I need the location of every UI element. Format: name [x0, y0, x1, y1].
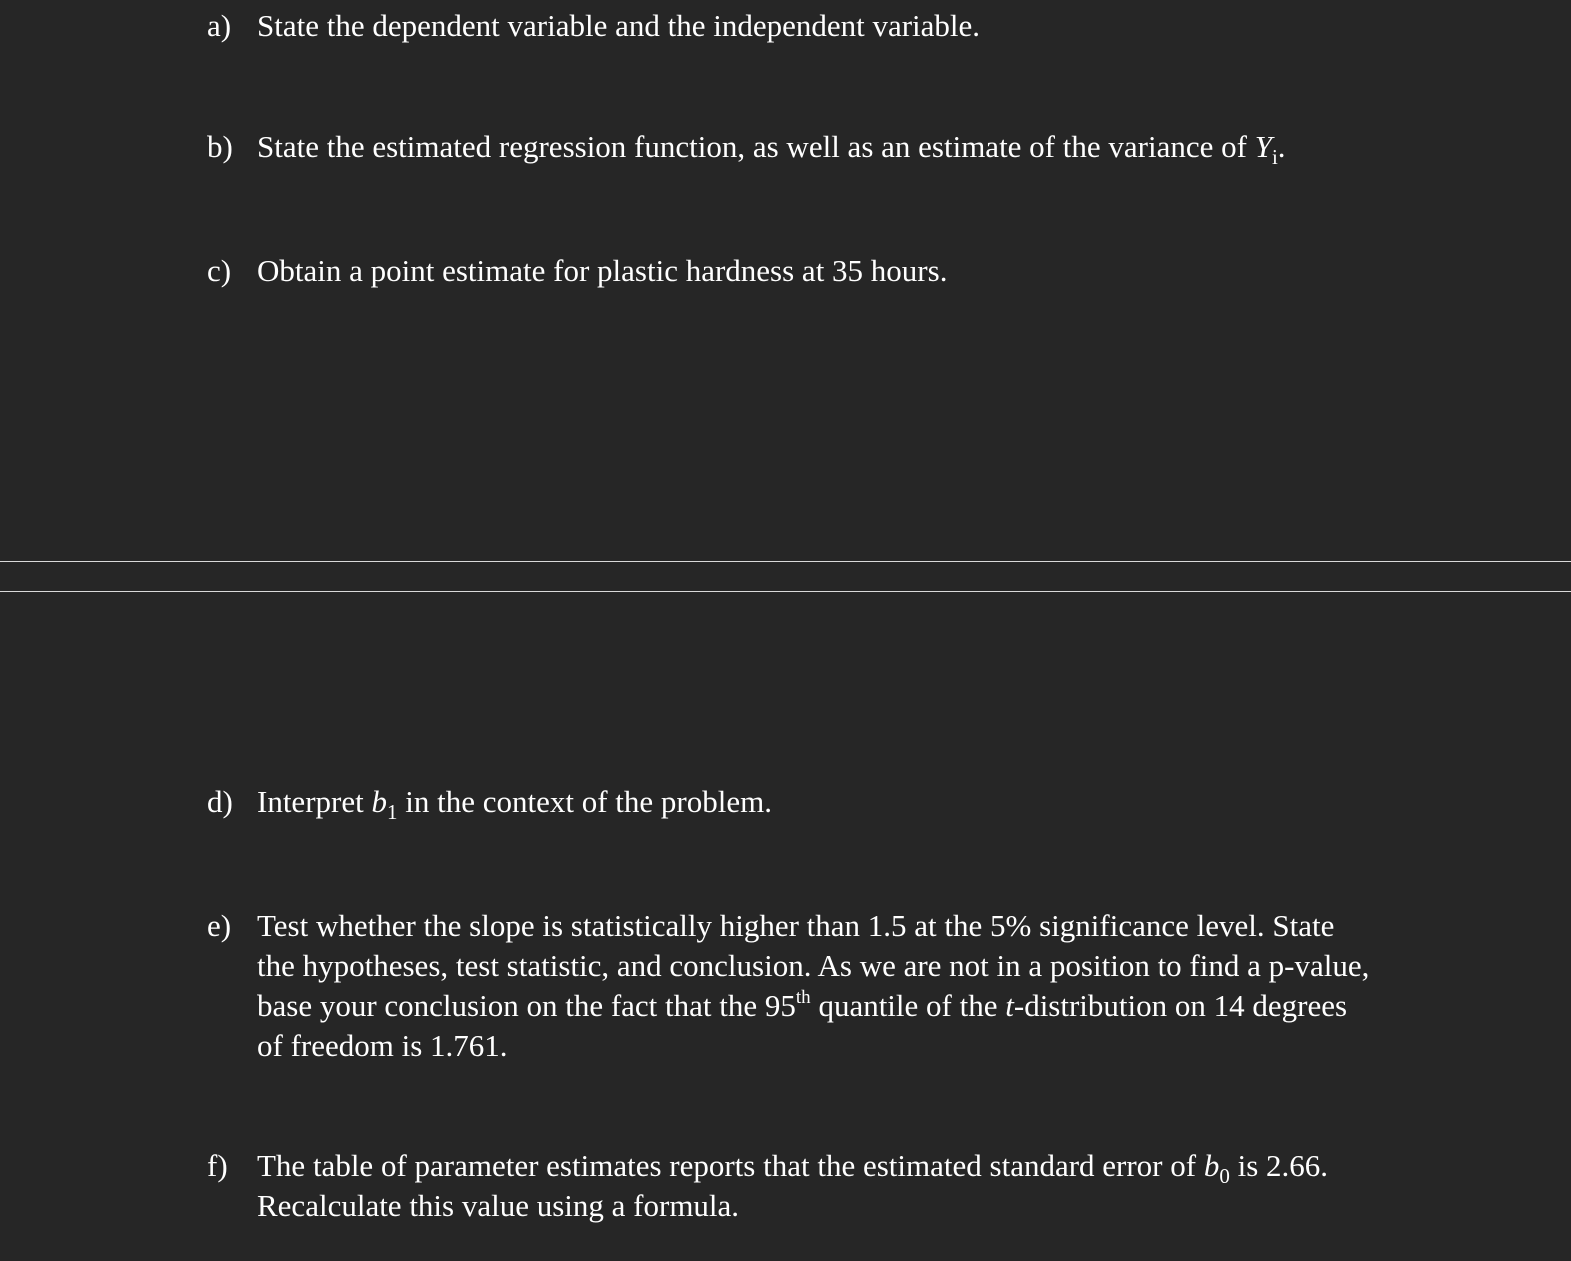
question-d-text-after: in the context of the problem. [397, 784, 772, 819]
superscript-th: th [795, 987, 811, 1008]
question-e-text-part2: quantile of the [810, 988, 1006, 1023]
divider-top [0, 561, 1571, 562]
subscript-0: 0 [1219, 1164, 1230, 1188]
question-d-text-before: Interpret [257, 784, 372, 819]
question-f-line2: Recalculate this value using a formula. [257, 1188, 740, 1223]
question-e-text-part3: -distribution on 14 degrees of freedom is 1.761. [257, 988, 1348, 1063]
question-b-text [257, 127, 1417, 167]
question-d-label: d) [207, 784, 233, 819]
question-e-text [257, 906, 1377, 1066]
question-f-line1 [257, 1146, 1417, 1186]
question-b [207, 127, 1417, 167]
question-e [207, 906, 1377, 1066]
variable-t: t [1005, 988, 1014, 1023]
question-f-label: f) [207, 1148, 228, 1183]
question-b-label: b) [207, 129, 233, 164]
subscript-i: i [1271, 145, 1278, 169]
question-c-text: Obtain a point estimate for plastic hardness at 35 hours. [257, 253, 948, 288]
question-f-text-after: is 2.66. [1229, 1148, 1329, 1183]
question-e-text-part1: Test whether the slope is statistically higher than 1.5 at the 5% significance level. State the hypotheses, test statistic, and conclusion. As we are not in a position to find a p-value, base your conclusion on the fact that the 95 [257, 908, 1370, 1023]
variable-y: Y [1254, 129, 1272, 164]
question-d-text [257, 782, 1417, 822]
question-c-label: c) [207, 253, 232, 288]
variable-b0: b [1203, 1148, 1220, 1183]
question-e-label: e) [207, 908, 232, 943]
question-a-label: a) [207, 8, 232, 43]
subscript-1: 1 [386, 800, 398, 824]
question-b-text-before: State the estimated regression function, as well as an estimate of the variance of [257, 129, 1255, 164]
question-b-text-after: . [1277, 129, 1286, 164]
question-a-text: State the dependent variable and the independent variable. [257, 8, 981, 43]
variable-b: b [371, 784, 387, 819]
question-d [207, 782, 1417, 822]
question-a [207, 6, 1417, 46]
question-f-text-before: The table of parameter estimates reports that the estimated standard error of [257, 1148, 1204, 1183]
divider-bottom [0, 591, 1571, 592]
question-f [207, 1146, 1417, 1226]
question-f-text [257, 1146, 1417, 1226]
question-c [207, 251, 1417, 291]
